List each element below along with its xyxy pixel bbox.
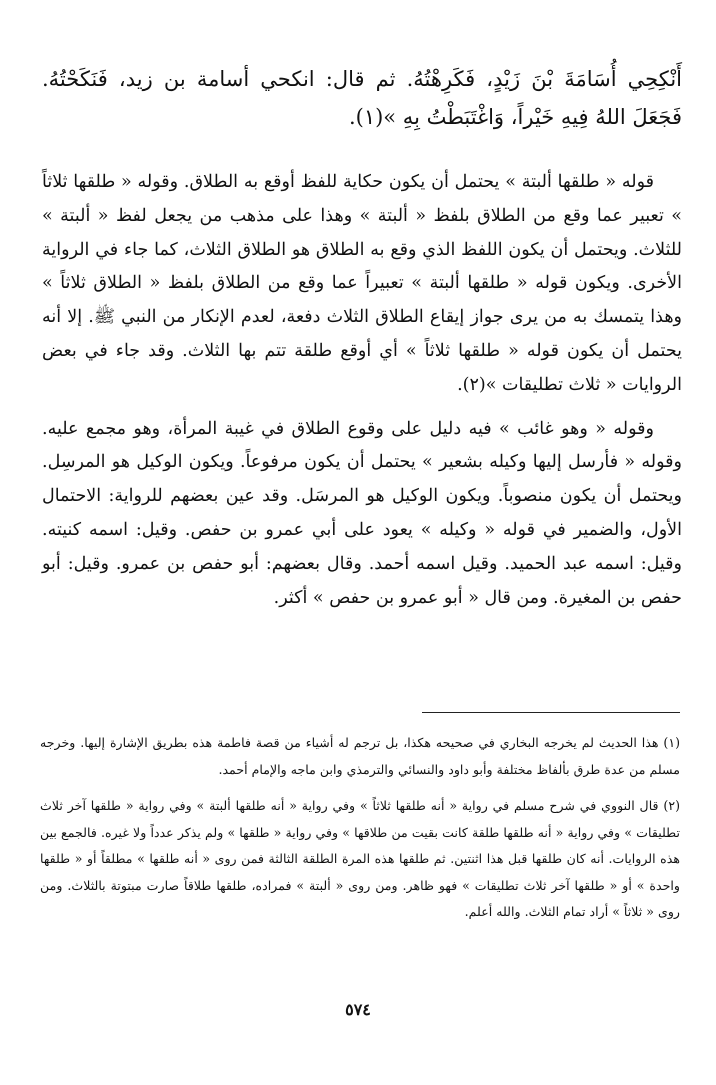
footnote-2: (٢) قال النووي في شرح مسلم في رواية « أنه طلقها ثلاثاً » وفي رواية « أنه طلقها ألبتة » وفي رواية « طلقها آخر ثلاث تطليقات » وفي رواية « أنه طلقها طلقة كانت بقيت من طلاقها » وفي رواية « طلقها » ولم يذكر عدداً ولا غيره. فالجمع بين هذه الروايات. أنه كان طلقها قبل هذا اثنتين. ثم طلقها هذه المرة الطلقة الثالثة فمن روى « أنه طلقها » مطلقاً أو « طلقها واحدة » أو « طلقها آخر ثلاث تطليقات » فهو ظاهر. ومن روى « ألبتة » فمراده، طلقها طلاقاً صارت مبتوتة بالثلاث. ومن روى « ثلاثاً » أراد تمام الثلاث. والله أعلم.	[40, 798, 680, 919]
footnote-separator	[422, 712, 680, 713]
footnote-1: (١) هذا الحديث لم يخرجه البخاري في صحيحه هكذا، بل ترجم له أشياء من قصة فاطمة هذه بطريق الإشارة إليها. وخرجه مسلم من عدة طرق بألفاظ مختلفة وأبو داود والنسائي والترمذي وابن ماجه والإمام أحمد.	[40, 735, 680, 777]
paragraph-ghaib: وقوله « وهو غائب » فيه دليل على وقوع الطلاق في غيبة المرأة، وهو مجمع عليه. وقوله « فأرسل إليها وكيله بشعير » يحتمل أن يكون مرفوعاً. ويكون الوكيل هو المرسِل. ويحتمل أن يكون منصوباً. ويكون الوكيل هو المرسَل. وقد عين بعضهم للرواية: الاحتمال الأول، والضمير في قوله « وكيله » يعود على أبي عمرو بن حفص. وقيل: اسمه كنيته. وقيل: اسمه عبد الحميد. وقيل اسمه أحمد. وقال بعضهم: أبو حفص بن عمرو. وقيل: أبو حفص بن المغيرة. ومن قال « أبو عمرو بن حفص » أكثر.	[42, 418, 682, 608]
page-number: ٥٧٤	[345, 1000, 371, 1019]
hadith-quote: أَنْكِحِي أُسَامَةَ بْنَ زَيْدٍ، فَكَرِهْتُهُ. ثم قال: انكحي أسامة بن زيد، فَنَكَحْتُهُ. فَجَعَلَ اللهُ فِيهِ خَيْراً، وَاغْتَبَطْتُ بِهِ »(١).	[42, 67, 682, 129]
paragraph-albatta: قوله « طلقها ألبتة » يحتمل أن يكون حكاية للفظ أوقع به الطلاق. وقوله « طلقها ثلاثاً » تعبير عما وقع من الطلاق بلفظ « ألبتة » وهذا على مذهب من يجعل لفظ « ألبتة » للثلاث. ويحتمل أن يكون اللفظ الذي وقع به الطلاق هو الطلاق الثلاث، كما جاء في الرواية الأخرى. ويكون قوله « طلقها ألبتة » تعبيراً عما وقع من الطلاق بلفظ « الطلاق ثلاثاً » وهذا يتمسك به من يرى جواز إيقاع الطلاق الثلاث دفعة، لعدم الإنكار من النبي ﷺ. إلا أنه يحتمل أن يكون قوله « طلقها ثلاثاً » أي أوقع طلقة تتم بها الثلاث. وقد جاء في بعض الروايات « ثلاث تطليقات »(٢).	[42, 172, 682, 395]
main-text	[42, 60, 682, 627]
footnotes	[40, 730, 680, 936]
